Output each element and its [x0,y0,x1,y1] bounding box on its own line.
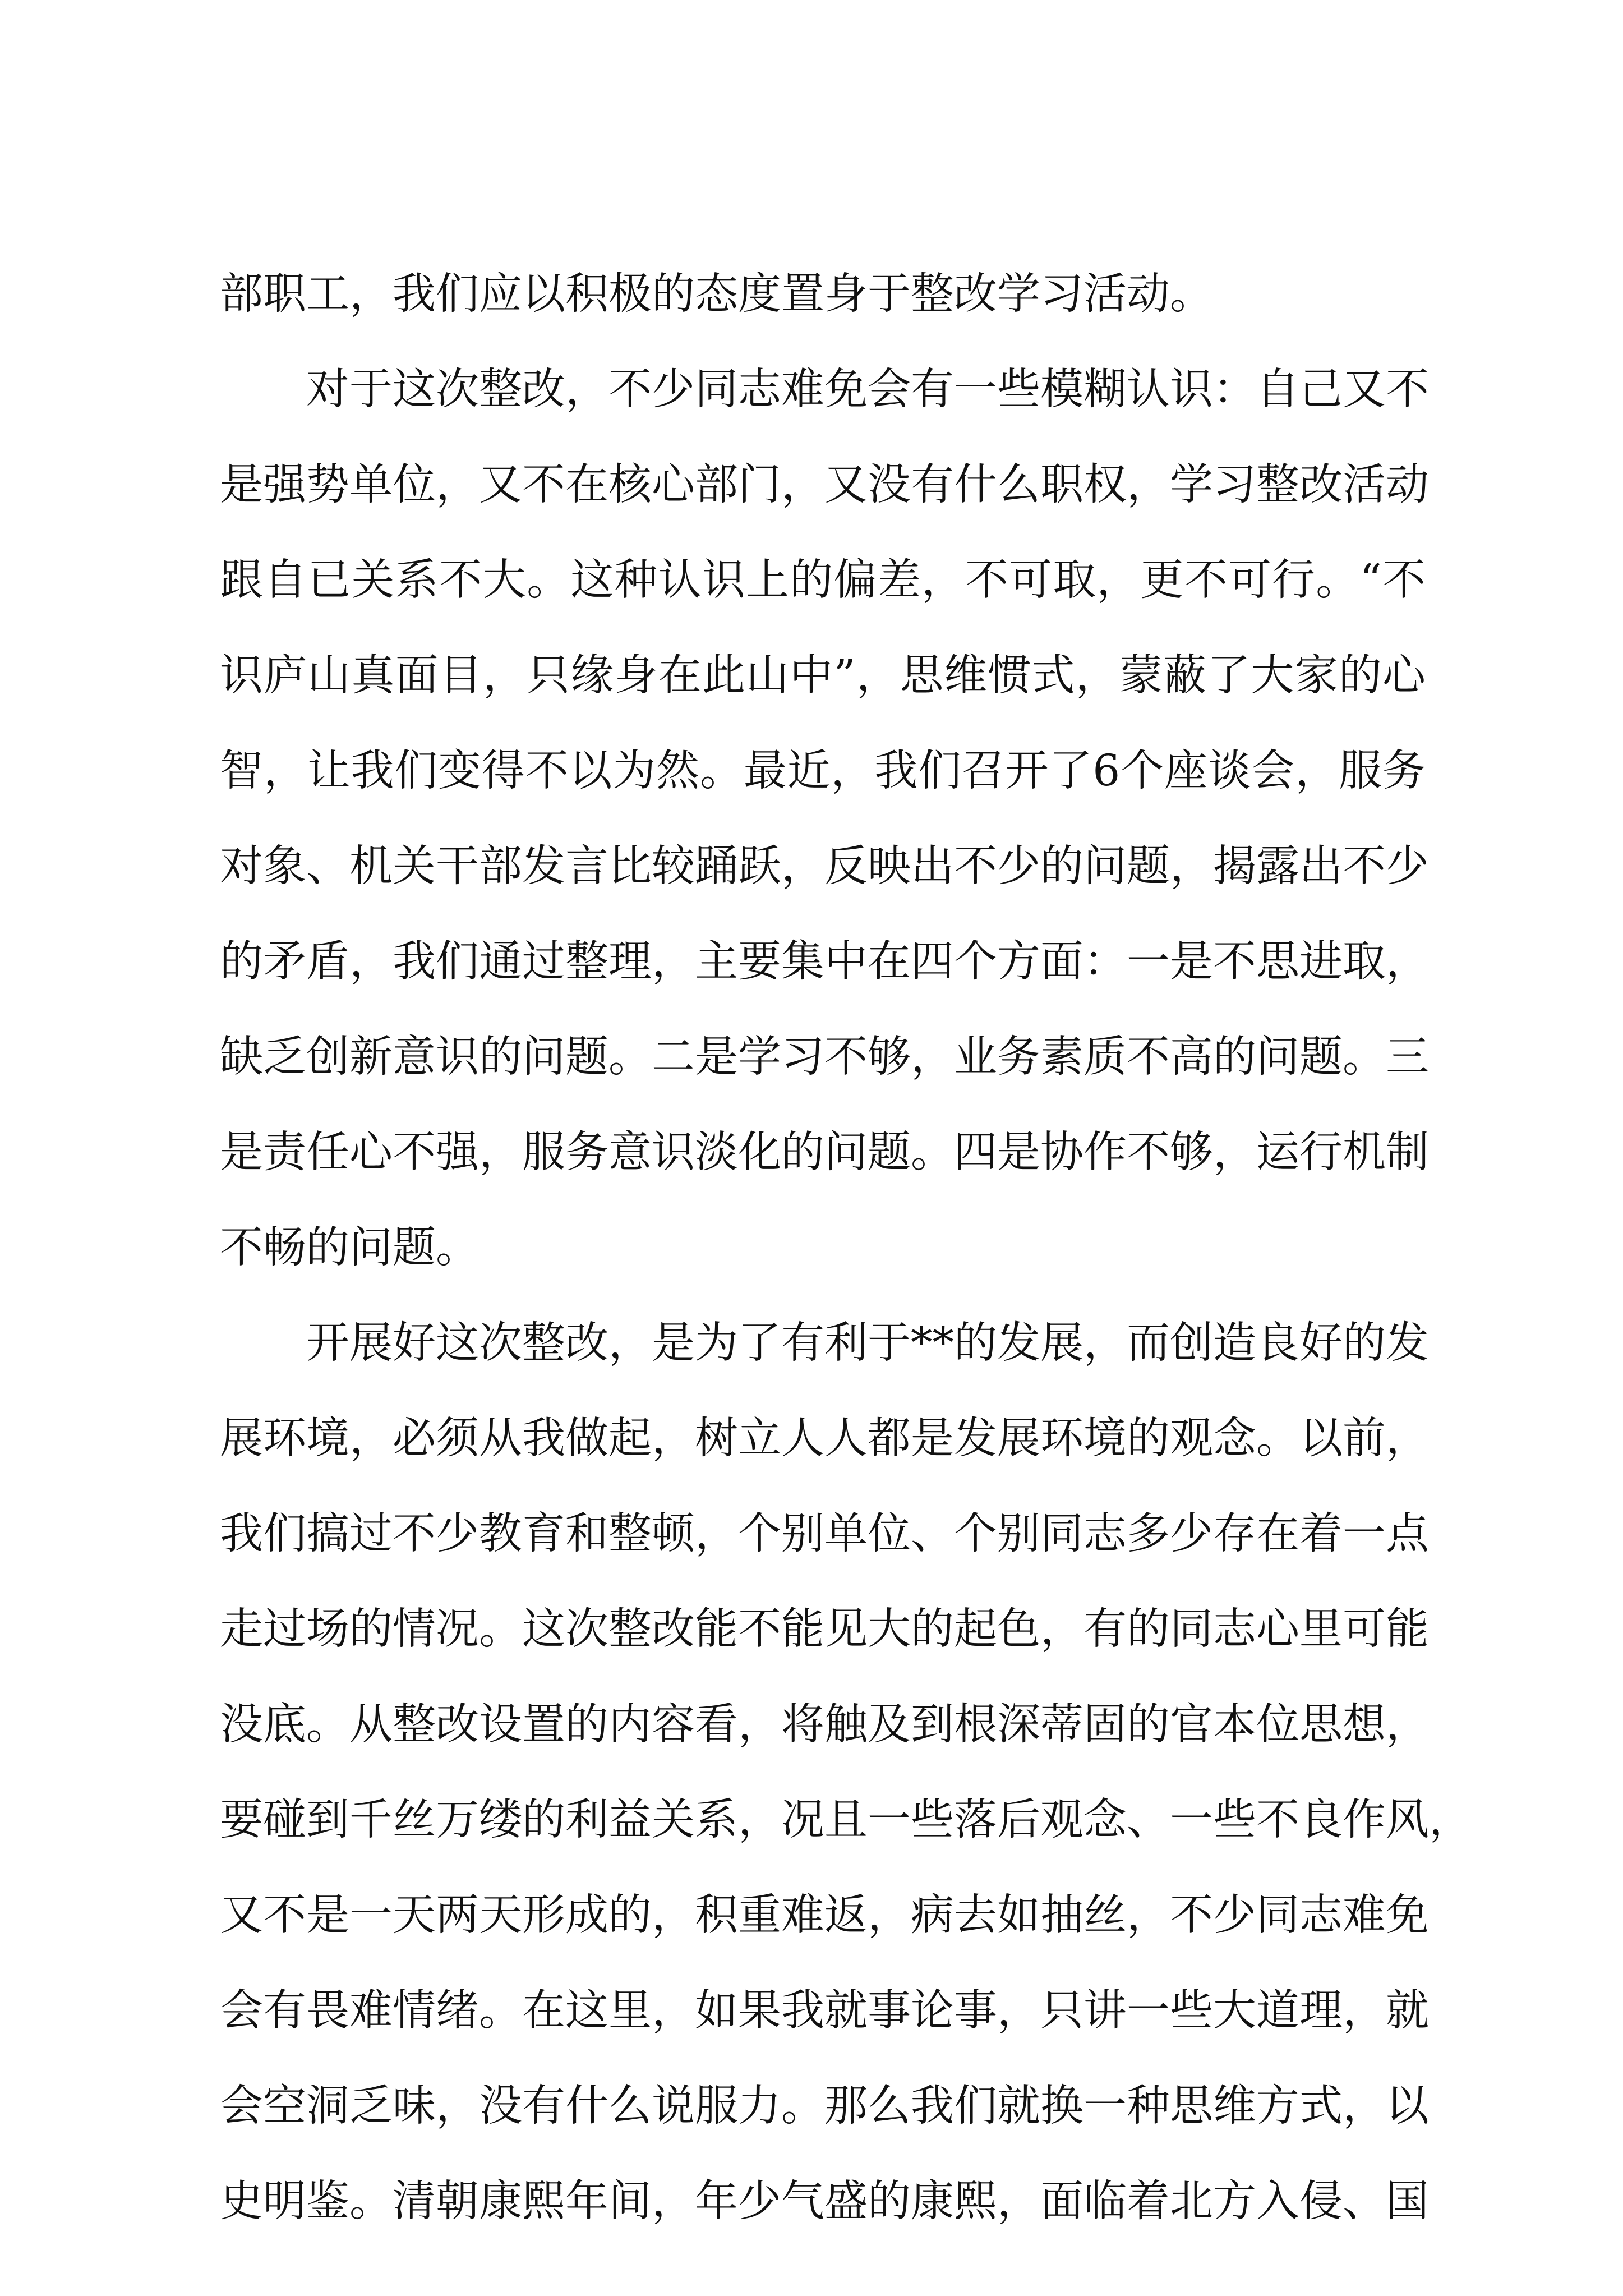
text-line: 是强势单位，又不在核心部门，又没有什么职权，学习整改活动 [220,460,1429,510]
text-line: 会有畏难情绪。在这里，如果我就事论事，只讲一些大道理，就 [220,1986,1429,2036]
text-line: 不畅的问题。 [220,1223,479,1273]
text-line: 会空洞乏味，没有什么说服力。那么我们就换一种思维方式，以 [220,2081,1429,2131]
text-line: 智，让我们变得不以为然。最近，我们召开了6个座谈会，服务 [220,746,1426,796]
text-line: 跟自已关系不大。这种认识上的偏差，不可取，更不可行。“不 [220,555,1426,605]
text-line: 对象、机关干部发言比较踊跃，反映出不少的问题，揭露出不少 [220,841,1429,891]
text-line: 我们搞过不少教育和整顿，个别单位、个别同志多少存在着一点 [220,1509,1429,1559]
text-line: 要碰到千丝万缕的利益关系，况且一些落后观念、一些不良作风， [220,1795,1472,1845]
text-line: 对于这次整改，不少同志难免会有一些模糊认识：自己又不 [306,365,1429,415]
text-line: 是责任心不强，服务意识淡化的问题。四是协作不够，运行机制 [220,1128,1429,1177]
text-line: 的矛盾，我们通过整理，主要集中在四个方面：一是不思进取， [220,937,1429,987]
text-line: 开展好这次整改，是为了有利于**的发展，而创造良好的发 [306,1318,1429,1368]
text-line: 识庐山真面目，只缘身在此山中”，思维惯式，蒙蔽了大家的心 [220,651,1426,701]
text-line: 又不是一天两天形成的，积重难返，病去如抽丝，不少同志难免 [220,1890,1429,1940]
text-line: 部职工，我们应以积极的态度置身于整改学习活动。 [220,269,1213,319]
text-line: 展环境，必须从我做起，树立人人都是发展环境的观念。以前， [220,1414,1429,1464]
text-line: 缺乏创新意识的问题。二是学习不够，业务素质不高的问题。三 [220,1032,1429,1082]
text-line: 没底。从整改设置的内容看，将触及到根深蒂固的官本位思想， [220,1700,1429,1750]
text-line: 史明鉴。清朝康熙年间，年少气盛的康熙，面临着北方入侵、国 [220,2177,1429,2226]
text-line: 走过场的情况。这次整改能不能见大的起色，有的同志心里可能 [220,1604,1429,1654]
